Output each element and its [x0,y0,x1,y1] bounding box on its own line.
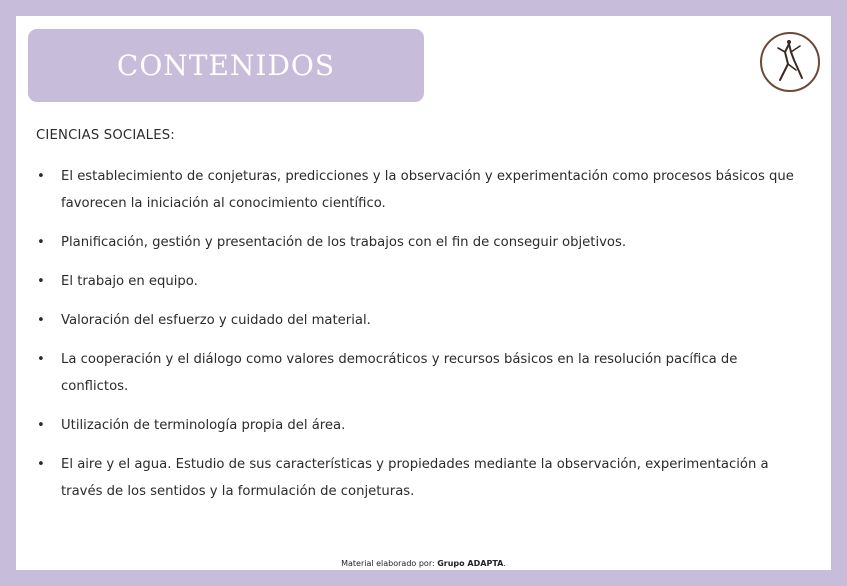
bullet-icon: • [37,169,45,184]
footer-suffix: . [503,559,506,568]
footer-author: Grupo ADAPTA [437,559,504,568]
bullet-icon: • [37,352,45,367]
title-banner [28,29,424,102]
content-area [36,128,796,517]
footer-credit [16,559,831,568]
list-item-text: La cooperación y el diálogo como valores democráticos y recursos básicos en la resolución pacífica de conflictos. [61,352,738,394]
bullet-icon: • [37,274,45,289]
list-item [36,163,796,217]
list-item [36,346,796,400]
list-item [36,229,796,256]
content-list [36,163,796,505]
list-item [36,268,796,295]
list-item-text: Planificación, gestión y presentación de los trabajos con el fin de conseguir objetivos. [61,235,627,250]
list-item-text: El establecimiento de conjeturas, predicciones y la observación y experimentación como procesos básicos que favorecen la iniciación al conocimiento científico. [61,169,794,211]
bullet-icon: • [37,457,45,472]
bullet-icon: • [37,313,45,328]
list-item [36,307,796,334]
dancers-silhouette-icon [758,30,822,94]
document-page [16,16,831,570]
list-item [36,412,796,439]
list-item [36,451,796,505]
page-title: CONTENIDOS [116,49,336,82]
list-item-text: El aire y el agua. Estudio de sus características y propiedades mediante la observación, experimentación a través de los sentidos y la formulación de conjeturas. [61,457,769,499]
bullet-icon: • [37,418,45,433]
list-item-text: Valoración del esfuerzo y cuidado del material. [61,313,371,328]
section-heading: CIENCIAS SOCIALES: [36,128,175,143]
bullet-icon: • [37,235,45,250]
footer-prefix: Material elaborado por: [341,559,438,568]
list-item-text: Utilización de terminología propia del área. [61,418,346,433]
list-item-text: El trabajo en equipo. [61,274,198,289]
